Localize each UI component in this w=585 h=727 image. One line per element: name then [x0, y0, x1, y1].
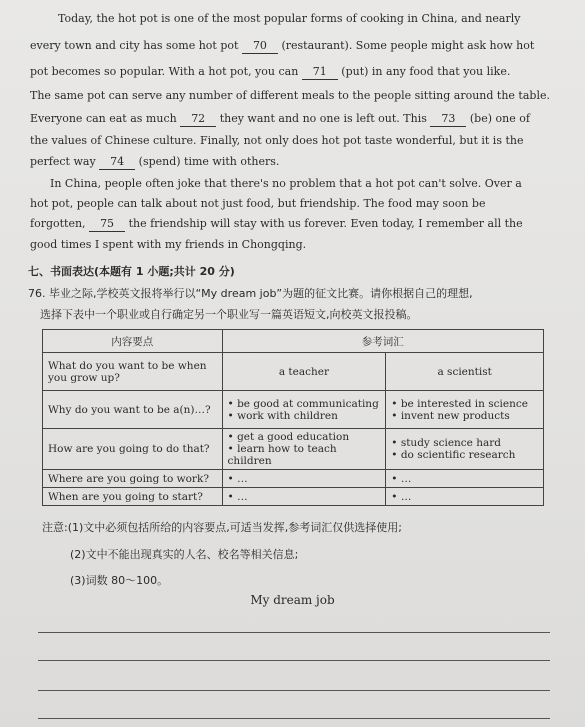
blank-73[interactable]: 73 [430, 112, 466, 127]
essay-title: My dream job [250, 593, 335, 607]
passage-line-11: good times I spent with my friends in Chongqing. [30, 238, 307, 251]
header-reference-vocab: 参考词汇 [222, 330, 543, 353]
row-question: Where are you going to work? [43, 470, 223, 488]
writing-line[interactable] [38, 718, 550, 719]
vocab-item: • learn how to teach children [227, 443, 337, 467]
passage-line-3: pot becomes so popular. With a hot pot, you can 71 (put) in any food that you like. [30, 65, 511, 78]
passage-line-6: the values of Chinese culture. Finally, not only does hot pot taste wonderful, but it is the [30, 134, 524, 147]
reference-table [42, 329, 544, 506]
vocab-item: • work with children [227, 409, 338, 422]
writing-line[interactable] [38, 632, 550, 633]
row-question: Why do you want to be a(n)…? [43, 391, 223, 429]
row-question: When are you going to start? [43, 488, 223, 506]
passage-line-1: Today, the hot pot is one of the most popular forms of cooking in China, and nearly [58, 12, 521, 25]
task-instruction-1: 76. 毕业之际,学校英文报将举行以“My dream job”为题的征文比赛。请你根据自己的理想, [28, 287, 473, 300]
blank-70[interactable]: 70 [242, 39, 278, 54]
table-row [43, 429, 544, 470]
table-row [43, 353, 544, 391]
note-2: (2)文中不能出现真实的人名、校名等相关信息; [70, 548, 299, 561]
table-row [43, 391, 544, 429]
row-question: What do you want to be when you grow up? [43, 353, 223, 391]
teacher-cell [222, 429, 386, 470]
passage-line-8: In China, people often joke that there's no problem that a hot pot can't solve. Over a [50, 177, 522, 190]
passage-line-10: forgotten, 75 the friendship will stay with us forever. Even today, I remember all the [30, 217, 523, 230]
section-title: 七、书面表达(本题有 1 小题;共计 20 分) [28, 265, 235, 278]
note-3: (3)词数 80～100。 [70, 574, 169, 587]
scientist-cell [386, 429, 544, 470]
vocab-item: • do scientific research [391, 449, 516, 461]
header-content-points: 内容要点 [43, 330, 223, 353]
teacher-cell [222, 391, 386, 429]
vocab-item: • invent new products [391, 409, 510, 422]
teacher-cell: • … [222, 488, 386, 506]
vocab-item: • get a good education [227, 431, 350, 443]
passage-line-9: hot pot, people can talk about not just food, but friendship. The food may soon be [30, 197, 486, 210]
table-row [43, 470, 544, 488]
scientist-cell [386, 391, 544, 429]
passage-line-7: perfect way 74 (spend) time with others. [30, 155, 280, 168]
passage-line-5: Everyone can eat as much 72 they want and no one is left out. This 73 (be) one of [30, 112, 530, 125]
teacher-cell: a teacher [222, 353, 386, 391]
blank-74[interactable]: 74 [99, 155, 135, 170]
blank-71[interactable]: 71 [302, 65, 338, 80]
writing-line[interactable] [38, 660, 550, 661]
vocab-item: • be good at communicating [227, 397, 379, 410]
table-header-row [43, 330, 544, 353]
scientist-cell: a scientist [386, 353, 544, 391]
task-instruction-2: 选择下表中一个职业或自行确定另一个职业写一篇英语短文,向校英文报投稿。 [40, 308, 418, 321]
row-question: How are you going to do that? [43, 429, 223, 470]
scientist-cell: • … [386, 488, 544, 506]
table-row [43, 488, 544, 506]
passage-line-4: The same pot can serve any number of different meals to the people sitting around the table. [30, 89, 550, 102]
writing-line[interactable] [38, 690, 550, 691]
vocab-item: • study science hard [391, 437, 501, 449]
scientist-cell: • … [386, 470, 544, 488]
teacher-cell: • … [222, 470, 386, 488]
blank-72[interactable]: 72 [180, 112, 216, 127]
passage-line-2: every town and city has some hot pot 70 (restaurant). Some people might ask how hot [30, 39, 535, 52]
blank-75[interactable]: 75 [89, 217, 125, 232]
note-1: 注意:(1)文中必须包括所给的内容要点,可适当发挥,参考词汇仅供选择使用; [42, 521, 402, 534]
vocab-item: • be interested in science [391, 397, 528, 410]
